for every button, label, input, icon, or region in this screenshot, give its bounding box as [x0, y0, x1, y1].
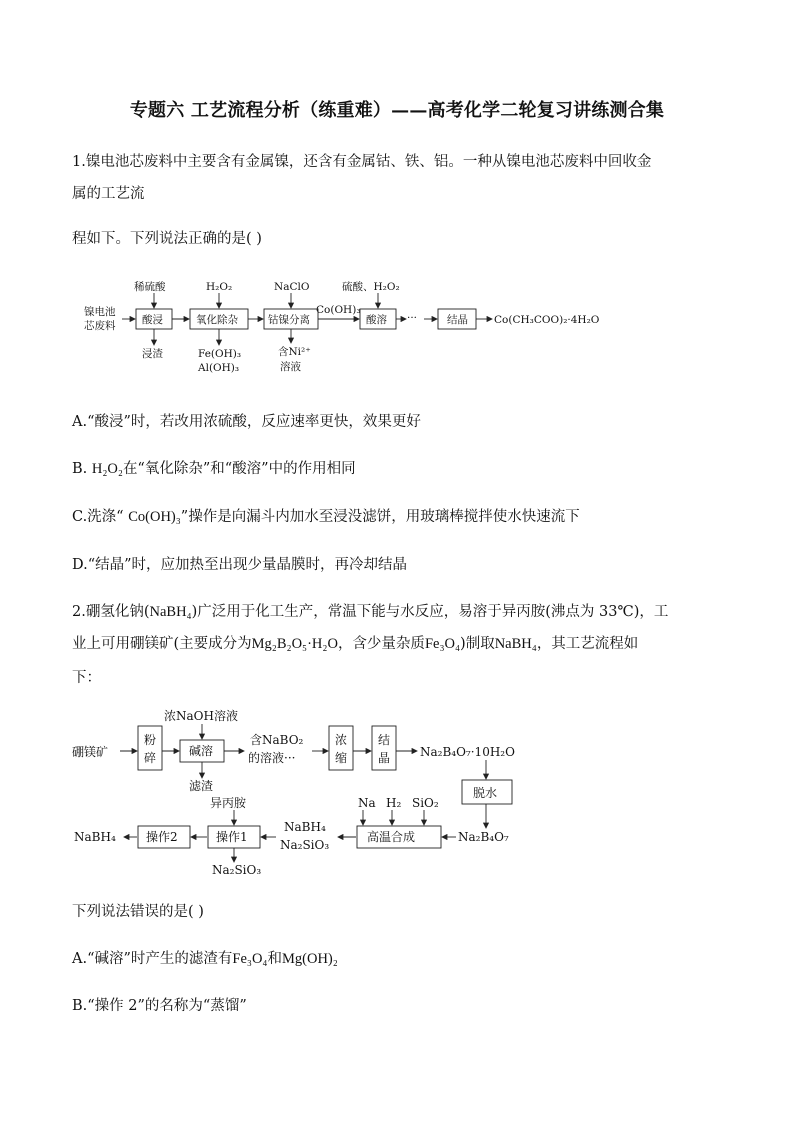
- q1-option-c-chem: Co(OH)₃: [128, 509, 181, 525]
- q1-option-a: A.“酸浸”时，若改用浓硫酸，反应速率更快，效果更好: [72, 414, 421, 430]
- q1-option-c: [72, 505, 580, 526]
- q2-box3-l2: 缩: [335, 751, 348, 765]
- q2-mid6-l1: NaBH₄: [284, 820, 326, 834]
- q2-box6-label: 高温合成: [367, 830, 416, 844]
- q1-box3-label: 钴镍分离: [268, 314, 310, 326]
- q2-stem-h: )制取: [460, 636, 495, 652]
- q2-reagent2: 浓NaOH溶液: [164, 709, 238, 723]
- q2-flowchart: [72, 704, 532, 884]
- q2-option-b: B.“操作 2”的名称为“蒸馏”: [72, 998, 247, 1014]
- q2-stem-j: ，其工艺流程如: [536, 636, 639, 652]
- q2-stem-chem-fe3o4: Fe₃O₄: [424, 636, 461, 652]
- q1-option-b-text: 在“氧化除杂”和“酸溶”中的作用相同: [122, 461, 356, 477]
- q1-out3-l1: 含Ni²⁺: [278, 346, 311, 358]
- q1-reagent2: H₂O₂: [206, 281, 233, 293]
- q2-reag6-c: SiO₂: [412, 796, 439, 810]
- q2-mid2-l2: 的溶液···: [248, 751, 296, 765]
- q1-stem-line1: 1.镍电池芯废料中主要含有金属镍，还含有金属钴、铁、铝。一种从镍电池芯废料中回收金: [72, 154, 652, 170]
- q2-stem-chem-nabh4-2: NaBH₄: [494, 636, 537, 652]
- q2-stem-line1: [72, 600, 668, 621]
- page-title: 专题六 工艺流程分析（练重难）——高考化学二轮复习讲练测合集: [129, 100, 665, 121]
- q2-reag6-b: H₂: [386, 796, 402, 810]
- q1-option-b: [72, 457, 356, 478]
- q2-mid2-l1: 含NaBO₂: [250, 733, 304, 747]
- q2-box8-label: 操作2: [146, 830, 178, 844]
- q1-stem-line3: 程如下。下列说法正确的是( ): [72, 231, 262, 247]
- q2-box4-l1: 结: [378, 733, 391, 747]
- q2-stem-a: 2.硼氢化钠(: [72, 604, 150, 620]
- q2-box2-label: 碱溶: [189, 744, 214, 758]
- q1-stem-line2: 属的工艺流: [72, 186, 145, 202]
- q2-box5-label: 脱水: [473, 786, 498, 800]
- q1-out2-l2: Al(OH)₃: [198, 362, 240, 374]
- q1-option-c-text: ”操作是向漏斗内加水至浸没滤饼，用玻璃棒搅拌使水快速流下: [180, 509, 580, 525]
- q2-option-a-text: A.“碱溶”时产生的滤渣有: [72, 951, 233, 967]
- q1-input-l1: 镍电池: [84, 306, 116, 318]
- q2-option-a: [72, 947, 338, 968]
- q1-reagent4: 硫酸、H₂O₂: [342, 281, 400, 293]
- q2-out2: 滤渣: [189, 779, 214, 793]
- q2-mid6-l2: Na₂SiO₃: [280, 838, 330, 852]
- q2-option-a-chem2: Mg(OH)₂: [282, 951, 338, 967]
- q2-stem-line3: 下：: [72, 670, 101, 686]
- q1-box2-label: 氧化除杂: [196, 314, 238, 326]
- q1-input-l2: 芯废料: [84, 320, 116, 332]
- q2-stem-line2: [72, 632, 638, 653]
- q2-stem-chem-nabh4: NaBH₄: [149, 604, 192, 620]
- q1-box1-label: 酸浸: [142, 314, 163, 326]
- q2-stem-chem-ore: Mg₂B₂O₅·H₂O: [251, 636, 338, 652]
- q1-option-d: D.“结晶”时，应加热至出现少量晶膜时，再冷却结晶: [72, 557, 408, 573]
- q2-prod4: Na₂B₄O₇·10H₂O: [420, 745, 515, 759]
- q1-option-b-prefix: B.: [72, 461, 92, 477]
- q1-option-c-prefix: C.洗涤“: [72, 509, 129, 525]
- q1-reagent1: 稀硫酸: [134, 281, 166, 293]
- q2-option-a-mid: 和: [267, 951, 282, 967]
- q1-out2-l1: Fe(OH)₃: [198, 348, 242, 360]
- q2-box3-l1: 浓: [335, 733, 348, 747]
- q1-box4-label: 酸溶: [366, 314, 387, 326]
- q2-stem-c: )广泛用于化工生产，常温下能与水反应，易溶于异丙胺(沸点为 33℃)，工: [191, 604, 669, 620]
- q1-option-b-chem: H₂O₂: [91, 461, 123, 477]
- q1-out3-l2: 溶液: [280, 361, 301, 373]
- q2-box7-label: 操作1: [216, 830, 248, 844]
- q1-product: Co(CH₃COO)₂·4H₂O: [494, 314, 600, 326]
- q2-question: 下列说法错误的是( ): [72, 904, 204, 920]
- q1-dots: ···: [407, 312, 418, 324]
- q2-box4-l2: 晶: [378, 751, 391, 765]
- q2-prod5: Na₂B₄O₇: [458, 830, 509, 844]
- q2-reagent7: 异丙胺: [210, 796, 247, 810]
- q2-product: NaBH₄: [74, 830, 116, 844]
- q1-out1: 浸渣: [142, 348, 163, 360]
- q2-reag6-a: Na: [358, 796, 376, 810]
- q2-box1-l2: 碎: [144, 751, 157, 765]
- q2-stem-f: ，含少量杂质: [337, 636, 425, 652]
- q2-stem-d: 业上可用硼镁矿(主要成分为: [72, 636, 252, 652]
- q1-flowchart: [82, 277, 612, 377]
- q1-reagent3: NaClO: [274, 281, 310, 293]
- q1-mid3: Co(OH)₃: [316, 304, 361, 316]
- q2-option-a-chem1: Fe₃O₄: [232, 951, 268, 967]
- q2-out7: Na₂SiO₃: [212, 863, 262, 877]
- q2-box1-l1: 粉: [144, 733, 157, 747]
- q2-input: 硼镁矿: [72, 745, 109, 759]
- q1-box5-label: 结晶: [447, 314, 468, 326]
